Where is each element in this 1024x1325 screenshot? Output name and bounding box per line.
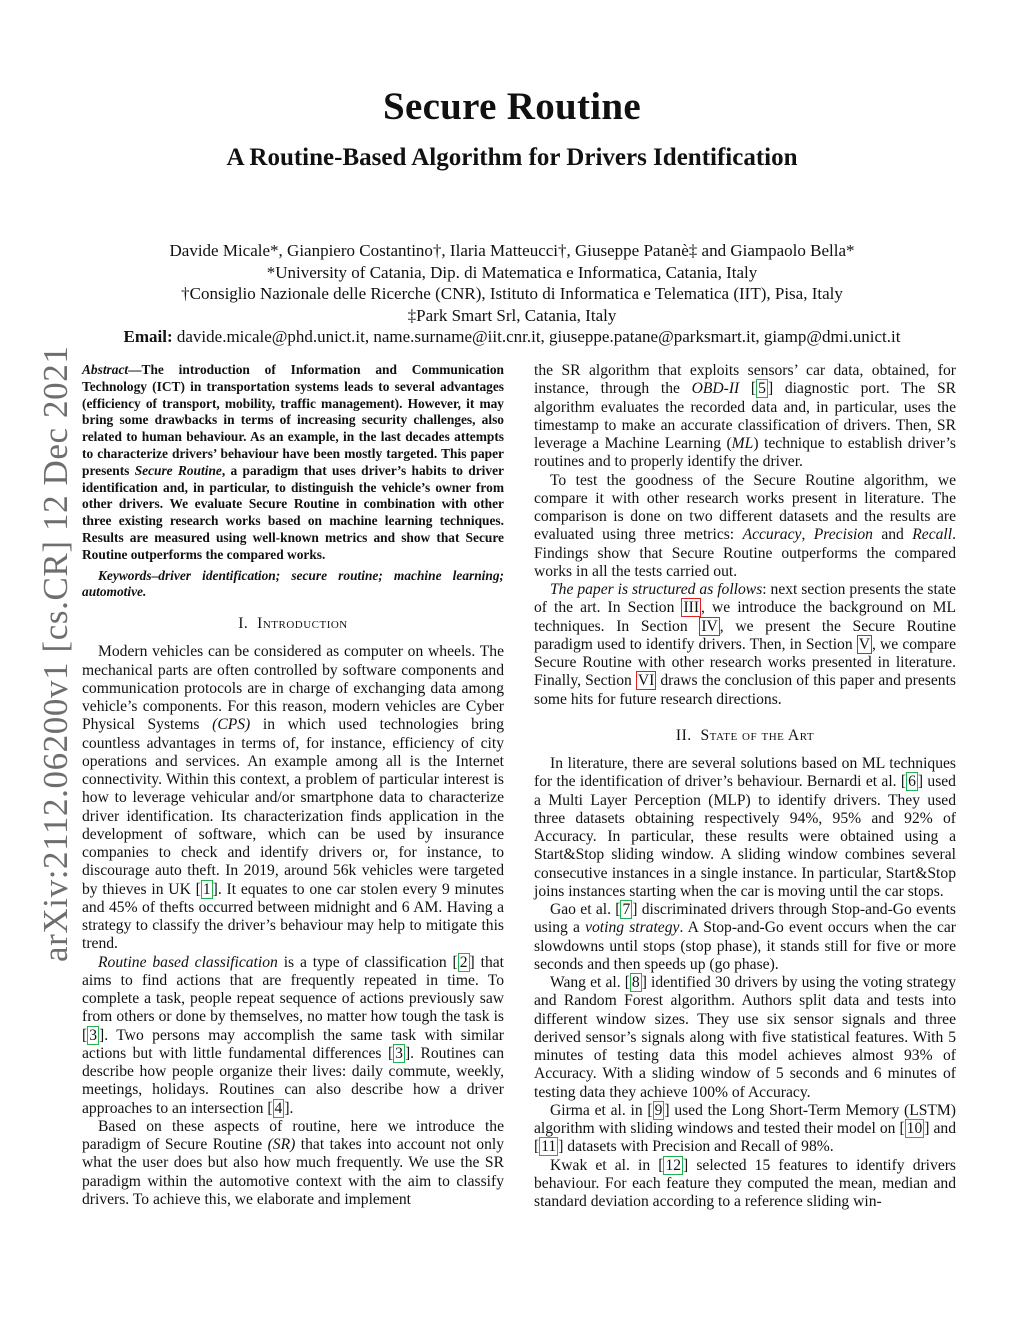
author-block <box>0 240 1024 348</box>
right-column <box>534 362 956 1211</box>
sota-paragraph-2: Gao et al. [ 7 ] discriminated drivers through Stop-and-Go events using a voting strategy. A Stop-and-Go event occurs when the car slowdowns until stops (stop phase), it stands still for five or more seconds and then speeds up (go phase). <box>534 901 956 973</box>
author-names: Davide Micale*, Gianpiero Costantino†, Ilaria Matteucci†, Giuseppe Patanè‡ and Giampaolo Bella* <box>169 241 855 260</box>
citation-link[interactable]: 12 <box>665 1156 682 1174</box>
citation-link[interactable]: 9 <box>654 1101 663 1119</box>
sota-paragraph-1: In literature, there are several solutions based on ML techniques for the identification of driver’s behaviour. Bernardi et al. [ 6 ] used a Multi Layer Perception (MLP) to identify drivers. They used three datasets obtaining respectively 94%, 95% and 92% of Accuracy. In particular, these results were obtained using a Start&Stop sliding window. A sliding window combines several consecutive instances in a single instance. In particular, Start&Stop joins instances starting when the car is moving until the car stops. <box>534 755 956 900</box>
intro-paragraph-1: Modern vehicles can be considered as computer on wheels. The mechanical parts are often controlled by software components and communication protocols are in charge of exchanging data among vehicle’s components. For this reason, modern vehicles are Cyber Physical Systems (CPS) in which used technologies bring countless advantages in terms of, for instance, efficiency of city operations and services. An example among all is the Internet connectivity. Within this context, a problem of particular interest is how to leverage vehicular and/or smartphone data to characterize driver identification. Its characterization finds application in the development of software, which can be used by insurance companies to check and identify drivers or, for instance, to discourage auto theft. In 2019, around 56k vehicles were targeted by thieves in UK [ 1 ]. It equates to one car stolen every 9 minutes and 45% of thefts occurred between midnight and 6 AM. Having a strategy to classify the driver’s behaviour may help to mitigate this trend. <box>82 643 505 953</box>
citation-link[interactable]: 2 <box>459 953 468 971</box>
citation-link[interactable]: 8 <box>631 974 640 991</box>
citation-link[interactable]: 3 <box>89 1026 97 1044</box>
intro-paragraph-4: To test the goodness of the Secure Routine algorithm, we compare it with other research works present in literature. The comparison is done on two different datasets and the results are evaluated using three metrics: Accuracy, Precision and Recall. Findings show that Secure Routine outperforms the compared works in all the tests carried out. <box>534 471 957 580</box>
sota-paragraph-3: Wang et al. [ 8 ] identified 30 drivers by using the voting strategy and Random Forest algorithm. Authors split data and tests into different window sizes. They use six sensor signals and three derived sensor’s signals along with five statistical features. With 5 minutes of testing data this model achieves almost 93% of Accuracy. With a sliding window of 5 seconds and 6 minutes of testing data they achieve 100% of Accuracy. <box>534 974 956 1101</box>
section-heading-introduction: I. Introduction <box>238 615 348 633</box>
citation-link[interactable]: 3 <box>395 1044 403 1062</box>
section-link[interactable]: IV <box>701 617 718 635</box>
arxiv-identifier: arXiv:2112.06200v1 [cs.CR] 12 Dec 2021 <box>36 345 75 962</box>
email-addresses[interactable]: davide.micale@phd.unict.it, name.surname@iit.cnr.it, giuseppe.patane@parksmart.it, giamp@dmi.unict.it <box>176 327 901 346</box>
citation-link[interactable]: 11 <box>541 1138 557 1156</box>
affiliation-2: †Consiglio Nazionale delle Ricerche (CNR), Istituto di Informatica e Telematica (IIT), Pisa, Italy <box>181 284 843 303</box>
email-label: Email: <box>123 327 173 346</box>
intro-paragraph-5: The paper is structured as follows: next section presents the state of the art. In Section III , we introduce the background on ML techniques. In Section IV , we present the Secure Routine paradigm used to identify drivers. Then, in Section V , we compare Secure Routine with other research works presented in literature. Finally, Section VI draws the conclusion of this paper and presents some hits for future research directions. <box>534 581 956 708</box>
keywords: Keywords–driver identification; secure routine; machine learning; automotive. <box>82 567 504 600</box>
section-heading-state-of-art: II. State of the Art <box>675 726 815 744</box>
sota-paragraph-5: Kwak et al. in [ 12 ] selected 15 features to identify drivers behaviour. For each feature they computed the mean, median and standard deviation according to a reference sliding win- <box>534 1156 956 1210</box>
email-line <box>0 326 1024 348</box>
citation-link[interactable]: 6 <box>908 773 916 791</box>
citation-link[interactable]: 7 <box>622 901 631 918</box>
sota-paragraph-4: Girma et al. in [ 9 ] used the Long Short-Term Memory (LSTM) algorithm with sliding windows and tested their model on [ 10 ] and [ 11 ] datasets with Precision and Recall of 98%. <box>534 1101 956 1156</box>
paper-title: Secure Routine <box>382 85 642 128</box>
intro-paragraph-2: Routine based classification is a type of classification [ 2 ] that aims to find actions that are frequently repeated in time. To complete a task, people repeat sequence of actions previously saw from others or done by themselves, no matter how tough the task is [ 3 ]. Two persons may accomplish the same task with similar actions but with little fundamental differences [ 3 ]. Routines can describe how people organize their lives: daily commute, weekly, meetings, holidays. Routines can also describe how a driver approaches to an intersection [ 4 ]. <box>82 953 504 1117</box>
citation-link[interactable]: 4 <box>274 1099 283 1117</box>
left-column <box>82 362 504 1209</box>
citation-link[interactable]: 1 <box>202 880 211 898</box>
section-link[interactable]: VI <box>637 672 655 690</box>
paper-subtitle: A Routine-Based Algorithm for Drivers Identification <box>226 144 798 171</box>
citation-link[interactable]: 10 <box>906 1120 923 1137</box>
affiliation-1: *University of Catania, Dip. di Matematica e Informatica, Catania, Italy <box>266 262 758 282</box>
citation-link[interactable]: 5 <box>758 380 766 398</box>
intro-paragraph-3: Based on these aspects of routine, here we introduce the paradigm of Secure Routine (SR) that takes into account not only what the user does but also how much frequently. We use the SR paradigm within the automotive context with the aim to classify drivers. To achieve this, we elaborate and implement <box>82 1117 504 1208</box>
section-link[interactable]: V <box>858 635 871 653</box>
section-link[interactable]: III <box>683 599 700 617</box>
abstract: Abstract—The introduction of Information and Communication Technology (ICT) in transportation systems leads to several advantages (efficiency of transport, mobility, traffic management). However, it may bring some drawbacks in terms of increasing security challenges, also related to human behaviour. As an example, in the last decades attempts to characterize drivers’ behaviour have been mostly targeted. This paper presents Secure Routine, a paradigm that uses driver’s habits to driver identification and, in particular, to distinguish the vehicle’s owner from other drivers. We evaluate Secure Routine in combination with other three existing research works based on machine learning techniques. Results are measured using well-known metrics and show that Secure Routine outperforms the compared works. <box>82 362 504 562</box>
intro-paragraph-3-cont: the SR algorithm that exploits sensors’ car data, obtained, for instance, through the OBD-II [ 5 ] diagnostic port. The SR algorithm evaluates the recorded data and, in particular, uses the timestamp to make an accurate classification of drivers. Then, SR leverage a Machine Learning (ML) technique to establish driver’s routines and to properly identify the driver. <box>534 362 957 471</box>
affiliation-3: ‡Park Smart Srl, Catania, Italy <box>407 305 617 325</box>
